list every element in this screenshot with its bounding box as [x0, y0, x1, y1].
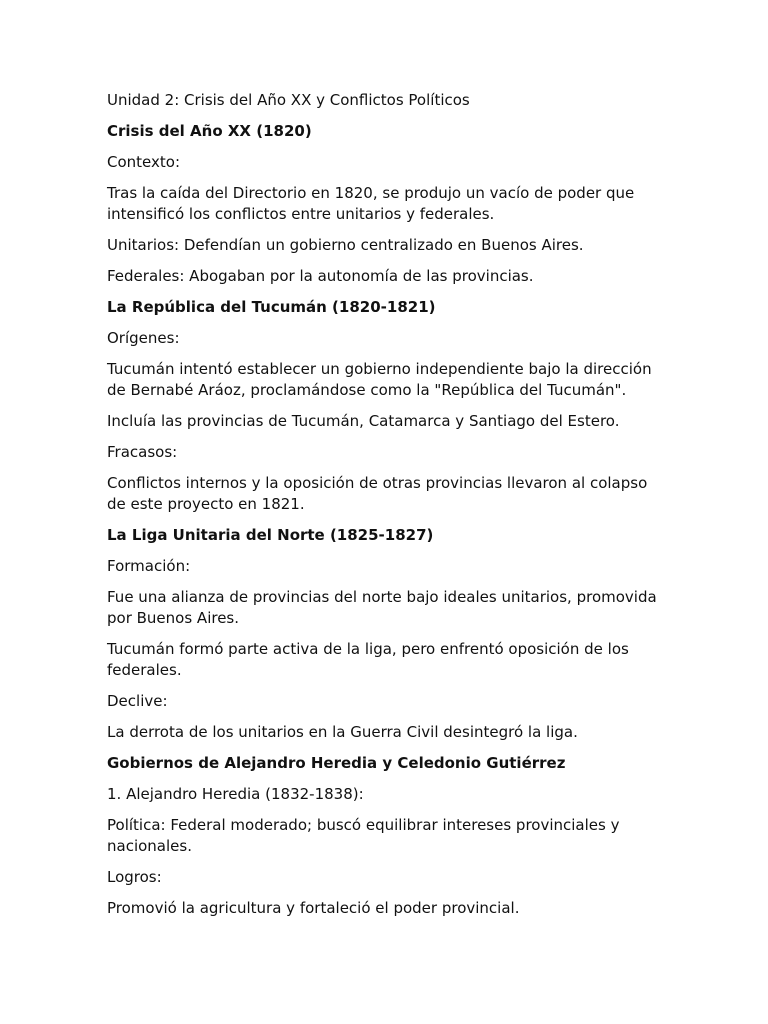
document-page [107, 90, 667, 929]
section-heading-liga-unitaria: La Liga Unitaria del Norte (1825-1827) [107, 526, 434, 544]
subheading-contexto: Contexto: [107, 153, 180, 171]
section-heading-gobiernos: Gobiernos de Alejandro Heredia y Celedonio Gutiérrez [107, 754, 566, 772]
paragraph-provincias: Incluía las provincias de Tucumán, Catamarca y Santiago del Estero. [107, 412, 620, 430]
paragraph-declive: La derrota de los unitarios en la Guerra Civil desintegró la liga. [107, 723, 578, 741]
paragraph-formacion: Fue una alianza de provincias del norte bajo ideales unitarios, promovida por Buenos Aires. [107, 588, 657, 627]
list-item-heredia: 1. Alejandro Heredia (1832-1838): [107, 785, 364, 803]
subheading-fracasos: Fracasos: [107, 443, 178, 461]
paragraph-logros: Promovió la agricultura y fortaleció el poder provincial. [107, 899, 520, 917]
section-heading-republica-tucuman: La República del Tucumán (1820-1821) [107, 298, 436, 316]
paragraph-politica: Política: Federal moderado; buscó equilibrar intereses provinciales y nacionales. [107, 816, 620, 855]
subheading-origenes: Orígenes: [107, 329, 180, 347]
paragraph-fracasos: Conflictos internos y la oposición de otras provincias llevaron al colapso de este proyecto en 1821. [107, 474, 648, 513]
paragraph-origenes: Tucumán intentó establecer un gobierno independiente bajo la dirección de Bernabé Aráoz, proclamándose como la "República del Tucumán". [107, 360, 652, 399]
document-title: Unidad 2: Crisis del Año XX y Conflictos Políticos [107, 91, 470, 109]
paragraph-unitarios: Unitarios: Defendían un gobierno centralizado en Buenos Aires. [107, 236, 584, 254]
section-heading-crisis-ano-xx: Crisis del Año XX (1820) [107, 122, 312, 140]
paragraph-federales: Federales: Abogaban por la autonomía de las provincias. [107, 267, 534, 285]
subheading-logros: Logros: [107, 868, 162, 886]
subheading-declive: Declive: [107, 692, 168, 710]
paragraph-tucuman-liga: Tucumán formó parte activa de la liga, pero enfrentó oposición de los federales. [107, 640, 629, 679]
paragraph-contexto: Tras la caída del Directorio en 1820, se produjo un vacío de poder que intensificó los conflictos entre unitarios y federales. [107, 184, 635, 223]
subheading-formacion: Formación: [107, 557, 191, 575]
